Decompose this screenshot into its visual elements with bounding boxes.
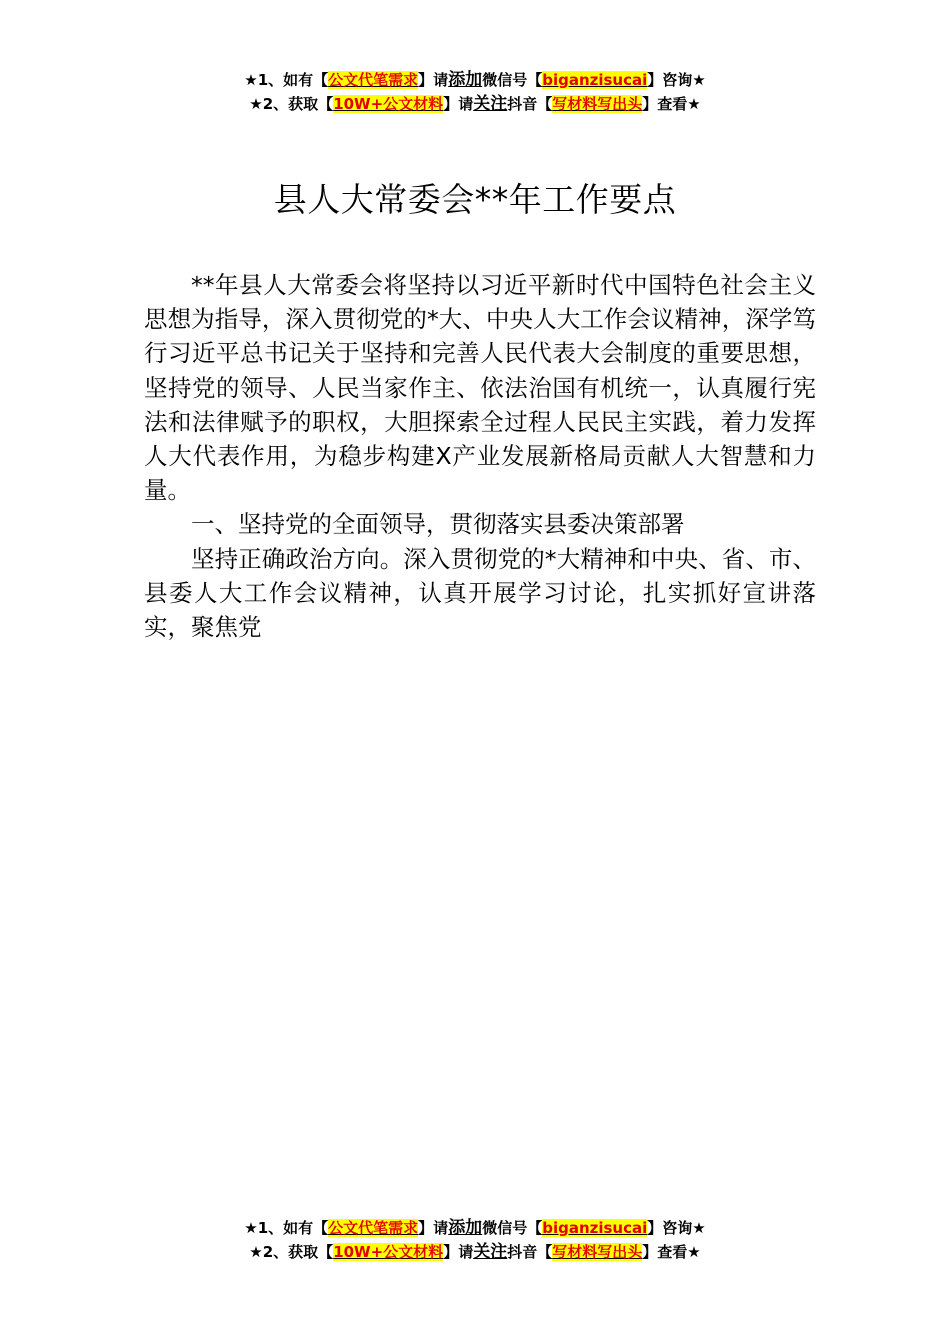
banner-highlight-wechat: biganzisucai bbox=[542, 1219, 648, 1237]
banner-text: ★1、如有【 bbox=[244, 71, 329, 89]
section-heading: 一、坚持党的全面领导，贯彻落实县委决策部署 bbox=[191, 510, 685, 539]
banner-text: 微信号【 bbox=[482, 1219, 543, 1237]
header-banner bbox=[0, 68, 950, 116]
banner-line-1 bbox=[0, 68, 950, 92]
banner-text: 】请 bbox=[418, 1219, 449, 1237]
banner-highlight: 10W+公文材料 bbox=[333, 1243, 444, 1261]
banner-text: 微信号【 bbox=[482, 71, 543, 89]
banner-highlight: 10W+公文材料 bbox=[333, 95, 444, 113]
footer-banner bbox=[0, 1216, 950, 1264]
banner-highlight-douyin: 写材料写出头 bbox=[552, 1243, 643, 1261]
banner-highlight-douyin: 写材料写出头 bbox=[552, 95, 643, 113]
banner-text: 】查看★ bbox=[642, 95, 701, 113]
document-body bbox=[144, 268, 816, 644]
banner-text: 】咨询★ bbox=[647, 71, 706, 89]
banner-text: ★2、获取【 bbox=[249, 1243, 334, 1261]
banner-line-1 bbox=[0, 1216, 950, 1240]
banner-text: ★1、如有【 bbox=[244, 1219, 329, 1237]
body-paragraph: **年县人大常委会将坚持以习近平新时代中国特色社会主义思想为指导，深入贯彻党的*大、中央人大工作会议精神，深学笃行习近平总书记关于坚持和完善人民代表大会制度的重要思想，坚持党的领导、人民当家作主、依法治国有机统一，认真履行宪法和法律赋予的职权，大胆探索全过程人民民主实践，着力发挥人大代表作用，为稳步构建X产业发展新格局贡献人大智慧和力量。 bbox=[144, 271, 816, 505]
banner-text: 抖音【 bbox=[507, 1243, 553, 1261]
document-title: 县人大常委会**年工作要点 bbox=[273, 180, 677, 219]
banner-text: 】查看★ bbox=[642, 1243, 701, 1261]
banner-text: 】请 bbox=[418, 71, 449, 89]
banner-text: 】请 bbox=[443, 95, 474, 113]
banner-highlight: 公文代笔需求 bbox=[328, 1219, 419, 1237]
banner-text: ★2、获取【 bbox=[249, 95, 334, 113]
banner-line-2 bbox=[0, 1240, 950, 1264]
banner-emphasis: 关注 bbox=[473, 94, 508, 114]
banner-text: 】咨询★ bbox=[647, 1219, 706, 1237]
banner-highlight: 公文代笔需求 bbox=[328, 71, 419, 89]
banner-text: 】请 bbox=[443, 1243, 474, 1261]
banner-text: 抖音【 bbox=[507, 95, 553, 113]
banner-emphasis: 添加 bbox=[448, 1218, 483, 1238]
banner-highlight-wechat: biganzisucai bbox=[542, 71, 648, 89]
banner-line-2 bbox=[0, 92, 950, 116]
banner-emphasis: 添加 bbox=[448, 70, 483, 90]
banner-emphasis: 关注 bbox=[473, 1242, 508, 1262]
body-paragraph: 坚持正确政治方向。深入贯彻党的*大精神和中央、省、市、县委人大工作会议精神，认真开展学习讨论，扎实抓好宣讲落实，聚焦党 bbox=[144, 544, 816, 642]
